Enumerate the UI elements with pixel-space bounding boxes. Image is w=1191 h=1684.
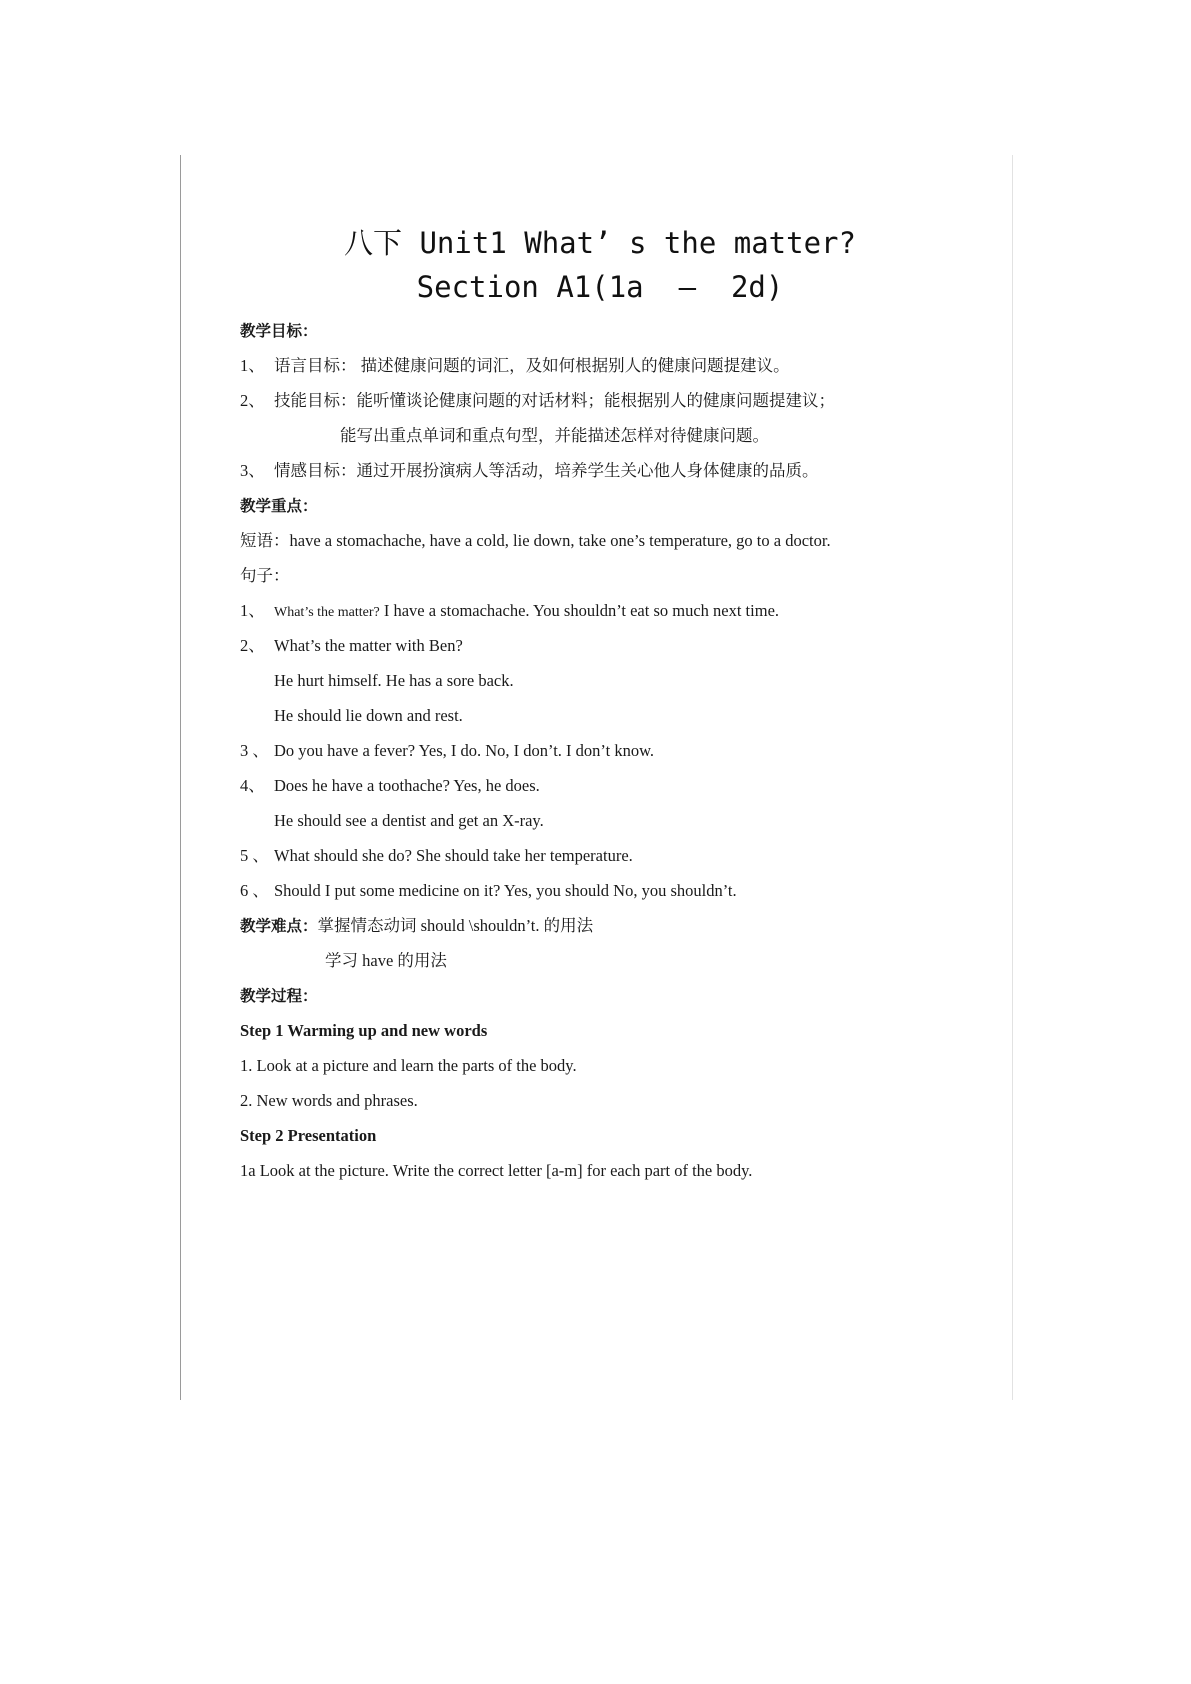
difficulties [240, 913, 593, 939]
right-margin-rule [1012, 155, 1013, 1400]
sentence-5-number: 5 、 [240, 846, 269, 865]
process-heading: 教学过程： [240, 987, 318, 1005]
sentence-3-number: 3 、 [240, 741, 269, 760]
sentence-4-line-2: He should see a dentist and get an X-ray. [274, 811, 544, 830]
teaching-goals-heading: 教学目标： [240, 322, 318, 340]
sentence-6-text: Should I put some medicine on it? Yes, you should No, you shouldn’t. [274, 881, 737, 900]
difficulties-line-1: 掌握情态动词 should \shouldn’t. 的用法 [317, 916, 594, 935]
sentence-3 [240, 738, 654, 764]
step-2-heading: Step 2 Presentation [240, 1126, 377, 1145]
sentence-2-line-3: He should lie down and rest. [274, 706, 463, 725]
sentence-2-number: 2、 [240, 636, 265, 655]
left-margin-rule [180, 155, 181, 1400]
key-points-heading: 教学重点： [240, 497, 318, 515]
goal-language [240, 353, 790, 379]
difficulties-line-2: 学习 have 的用法 [325, 951, 447, 970]
key-phrases: 短语：have a stomachache, have a cold, lie down, take one’s temperature, go to a doctor. [240, 531, 831, 550]
goal-emotion [240, 458, 819, 484]
step-2-item-1: 1a Look at the picture. Write the correct letter [a-m] for each part of the body. [240, 1161, 753, 1180]
goal-skill-text-1: 技能目标：能听懂谈论健康问题的对话材料；能根据别人的健康问题提建议； [274, 391, 835, 410]
difficulties-heading: 教学难点： [240, 917, 318, 935]
sentence-2 [240, 633, 463, 659]
sentence-5 [240, 843, 633, 869]
goal-emotion-number: 3、 [240, 461, 265, 480]
sentences-label: 句子： [240, 566, 290, 585]
goal-skill-text-2: 能写出重点单词和重点句型，并能描述怎样对待健康问题。 [340, 426, 769, 445]
sentence-5-text: What should she do? She should take her temperature. [274, 846, 633, 865]
sentence-4-number: 4、 [240, 776, 265, 795]
sentence-1-question: What’s the matter? [274, 605, 380, 620]
sentence-6-number: 6 、 [240, 881, 269, 900]
sentence-3-text: Do you have a fever? Yes, I do. No, I don’t. I don’t know. [274, 741, 655, 760]
sentence-1-answer: I have a stomachache. You shouldn’t eat so much next time. [379, 601, 780, 620]
goal-skill-number: 2、 [240, 391, 265, 410]
step-1-heading: Step 1 Warming up and new words [240, 1021, 488, 1040]
goal-skill [240, 388, 835, 414]
document-title-line-1: 八下 Unit1 What’ s the matter? [344, 226, 856, 260]
sentence-1-number: 1、 [240, 601, 265, 620]
sentence-2-line-2: He hurt himself. He has a sore back. [274, 671, 514, 690]
sentence-1 [240, 598, 779, 624]
sentence-2-question: What’s the matter with Ben? [274, 636, 463, 655]
step-1-item-1: 1. Look at a picture and learn the parts of the body. [240, 1056, 577, 1075]
goal-language-number: 1、 [240, 356, 265, 375]
sentence-6 [240, 878, 737, 904]
document-title-line-2: Section A1(1a – 2d) [416, 270, 784, 304]
goal-emotion-text: 情感目标：通过开展扮演病人等活动，培养学生关心他人身体健康的品质。 [274, 461, 819, 480]
step-1-item-2: 2. New words and phrases. [240, 1091, 418, 1110]
goal-language-text: 语言目标： 描述健康问题的词汇，及如何根据别人的健康问题提建议。 [274, 356, 790, 375]
sentence-4-text: Does he have a toothache? Yes, he does. [274, 776, 540, 795]
sentence-4 [240, 773, 540, 799]
